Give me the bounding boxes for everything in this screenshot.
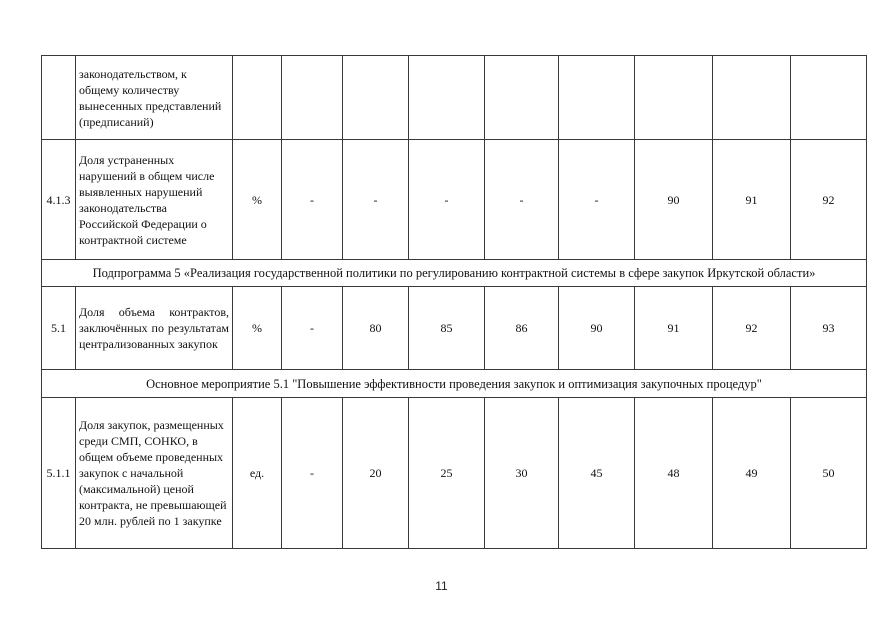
value-cell: - xyxy=(409,140,485,260)
indicator-name-cell xyxy=(76,287,233,370)
value-cell xyxy=(635,56,713,140)
indicator-name-cell xyxy=(76,56,233,140)
row-number-cell: 5.1.1 xyxy=(42,398,76,549)
value-cell: 86 xyxy=(485,287,559,370)
indicator-name: законодательством, к общему количеству вынесенных представлений (предписаний) xyxy=(79,66,222,129)
value-cell xyxy=(343,56,409,140)
value-cell: - xyxy=(343,140,409,260)
value-cell: - xyxy=(282,140,343,260)
row-number-cell: 5.1 xyxy=(42,287,76,370)
value-cell: 49 xyxy=(713,398,791,549)
table-row-continuation xyxy=(42,56,867,140)
indicator-name-cell xyxy=(76,398,233,549)
indicators-table xyxy=(41,55,867,549)
page-number: 11 xyxy=(435,579,448,593)
value-cell xyxy=(713,56,791,140)
row-number-cell: 4.1.3 xyxy=(42,140,76,260)
value-cell: 80 xyxy=(343,287,409,370)
table-section-row xyxy=(42,260,867,287)
value-cell: 85 xyxy=(409,287,485,370)
indicator-name-cell xyxy=(76,140,233,260)
value-cell: 91 xyxy=(635,287,713,370)
value-cell: 50 xyxy=(791,398,867,549)
unit-cell: % xyxy=(233,287,282,370)
value-cell: - xyxy=(559,140,635,260)
value-cell xyxy=(282,56,343,140)
table-row-5-1-1 xyxy=(42,398,867,549)
indicator-name: Доля объема контрактов, заключённых по результатам централизованных закупок xyxy=(79,305,229,351)
value-cell: 25 xyxy=(409,398,485,549)
unit-cell: ед. xyxy=(233,398,282,549)
table-row-4-1-3 xyxy=(42,140,867,260)
unit-cell: % xyxy=(233,140,282,260)
value-cell: 20 xyxy=(343,398,409,549)
value-cell: - xyxy=(282,398,343,549)
value-cell xyxy=(559,56,635,140)
value-cell xyxy=(791,56,867,140)
value-cell: 91 xyxy=(713,140,791,260)
section-heading: Подпрограмма 5 «Реализация государственной политики по регулированию контрактной системы в сфере закупок Иркутской области» xyxy=(42,260,867,287)
value-cell: 30 xyxy=(485,398,559,549)
value-cell: - xyxy=(485,140,559,260)
table-row-5-1 xyxy=(42,287,867,370)
indicator-name: Доля устраненных нарушений в общем числе выявленных нарушений законодательства Российской Федерации о контрактной системе xyxy=(79,152,215,247)
value-cell xyxy=(409,56,485,140)
indicator-name: Доля закупок, размещенных среди СМП, СОНКО, в общем объеме проведенных закупок с начальной (максимальной) ценой контракта, не превышающей 20 млн. рублей по 1 закупке xyxy=(79,418,227,528)
value-cell: 92 xyxy=(791,140,867,260)
value-cell: - xyxy=(282,287,343,370)
section-heading: Основное мероприятие 5.1 "Повышение эффективности проведения закупок и оптимизация закупочных процедур" xyxy=(42,370,867,398)
unit-cell xyxy=(233,56,282,140)
value-cell: 90 xyxy=(559,287,635,370)
value-cell: 48 xyxy=(635,398,713,549)
table-section-row xyxy=(42,370,867,398)
value-cell: 45 xyxy=(559,398,635,549)
value-cell xyxy=(485,56,559,140)
value-cell: 92 xyxy=(713,287,791,370)
value-cell: 90 xyxy=(635,140,713,260)
row-number-cell xyxy=(42,56,76,140)
value-cell: 93 xyxy=(791,287,867,370)
